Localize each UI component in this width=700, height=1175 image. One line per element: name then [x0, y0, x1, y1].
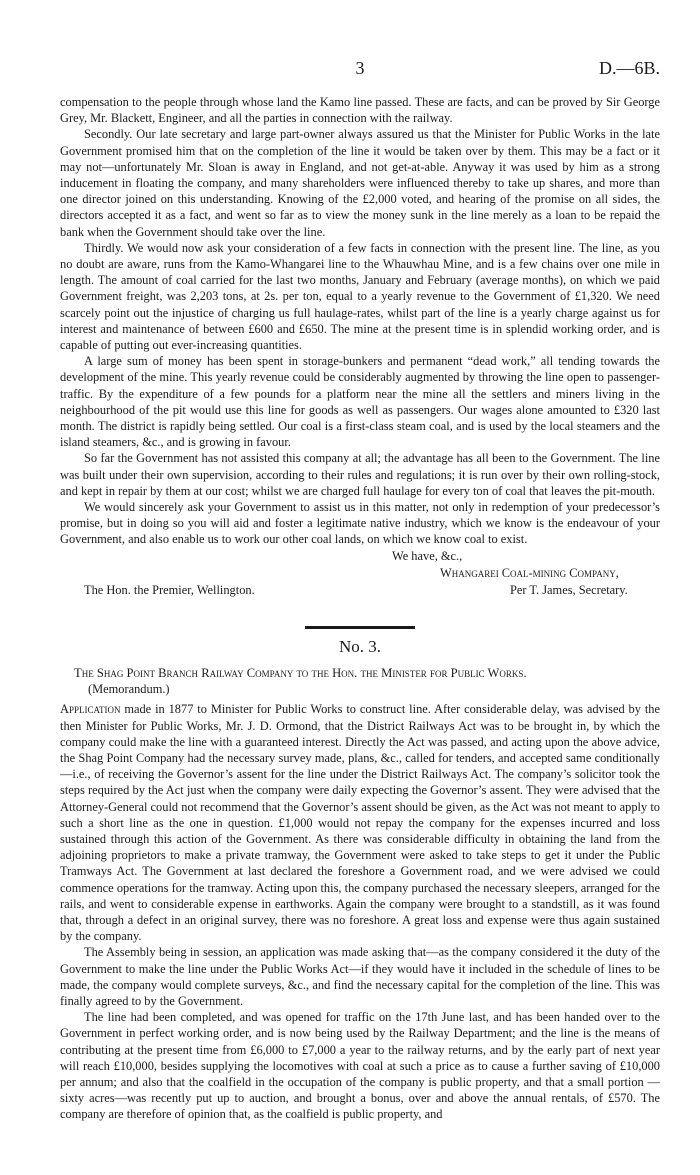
- section-number: No. 3.: [338, 636, 382, 656]
- letter-paragraph: Secondly. Our late secretary and large part-owner always assured us that the Minister for Public Works in the late Government promised him that on the completion of the line it would be taken over by them. This may be a fact or it may not—unfortunately Mr. Sloan is away in England, and not get-at-able. Anyway it was used by him as a strong inducement in floating the company, and many shareholders were influenced thereby to take up shares, and more than one director joined on this understanding. Knowing of the £2,000 voted, and hearing of the promise on all sides, the directors accepted it as a fact, and went so far as to view the money sunk in the line merely as a loan to be repaid the bank when the Government should take over the line.: [60, 127, 660, 239]
- memo-paragraph-text: made in 1877 to Minister for Public Works to construct line. After considerable delay, was advised by the then Minister for Public Works, Mr. J. D. Ormond, that the District Railways Act was to be brought in, by which the company could make the line with a guaranteed interest. Directly the Act was passed, and acting upon the above advice, the Shag Point Company had the necessary survey made, plans, &c., called for tenders, and accepted same conditionally—i.e., of receiving the Governor’s assent for the line under the District Railways Act. The company’s solicitor took the steps required by the Act just when the company were daily expecting the Governor’s assent. They were advised that the Attorney-General could not recommend that the Governor’s assent should be given, as the Act was not meant to apply to such a short line as the one in question. £1,000 would not repay the company for the expenses incurred and loss sustained through this action of the Government. As there was considerable difficulty in obtaining the land from the adjoining proprietors to make a private tramway, the Government were asked to take steps to get it under the Public Tramways Act. The Government at last declared the foreshore a Government road, and we were advised we could commence operations for the tramway. Acting upon this, the company purchased the necessary sleepers, arranged for the rails, and went to considerable expense in earthworks. Again the company were brought to a standstill, as it was found that, through a defect in an original survey, there was no foreshore. A great loss and expense were thus again sustained by the company.: [60, 702, 660, 944]
- memo-paragraph: The Assembly being in session, an application was made asking that—as the company considered it the duty of the Government to make the line under the Public Works Act—if they would have it included in the schedule of lines to be made, the company would complete surveys, &c., and find the necessary capital for the completion of the line. This was finally agreed to by the Government.: [60, 945, 660, 1008]
- section-divider: [305, 626, 415, 629]
- company-name: Whangarei Coal-mining Company,: [440, 565, 619, 580]
- document-reference: D.—6B.: [598, 58, 660, 78]
- letter-paragraph: Thirdly. We would now ask your consideration of a few facts in connection with the present line. The line, as you no doubt are aware, runs from the Kamo-Whangarei line to the Whauwhau Mine, and is a few chains over one mile in length. The amount of coal carried for the last two months, January and February (average months), on which we paid Government freight, was 2,203 tons, at 2s. per ton, equal to a yearly revenue to the Government of £1,320. We need scarcely point out the injustice of charging us full haulage-rates, whilst part of the line is a yearly charge against us for interest and maintenance of between £600 and £650. The mine at the present time is in splendid working order, and is capable of putting out ever-increasing quantities.: [60, 240, 660, 353]
- letter-paragraph: We would sincerely ask your Government to assist us in this matter, not only in redemption of your predecessor’s promise, but in doing so you will aid and foster a legitimate native industry, which we know is the endeavour of your Government, and also enable us to work our other coal lands, on which we know coal to exist.: [60, 500, 660, 547]
- lead-word: Application: [60, 702, 121, 717]
- section-title: The Shag Point Branch Railway Company to the Hon. the Minister for Public Works.: [74, 665, 527, 680]
- signatory: Per T. James, Secretary.: [510, 582, 628, 597]
- memo-paragraph: The line had been completed, and was opened for traffic on the 17th June last, and has been handed over to the Government in perfect working order, and is now being used by the Railway Department; and the line is the means of contributing at the present time from £6,000 to £7,000 a year to the railway returns, and by the early part of next year will reach £10,000, besides supplying the locomotives with coal at such a price as to cause a further saving of £10,000 per annum; and also that the coalfield in the occupation of the company is public property, and that a small portion —sixty acres—was recently put up to auction, and brought a bonus, over and above the annual rentals, of £570. The company are therefore of opinion that, as the coalfield is public property, and: [60, 1010, 660, 1122]
- addressee: The Hon. the Premier, Wellington.: [84, 582, 255, 597]
- closing: We have, &c.,: [392, 548, 463, 563]
- signature-block: [60, 548, 660, 614]
- letter-paragraph: compensation to the people through whose land the Kamo line passed. These are facts, and can be proved by Sir George Grey, Mr. Blackett, Engineer, and all the parties in connection with the railway.: [60, 95, 660, 126]
- memo-paragraph: [60, 701, 660, 944]
- page-number: 3: [355, 58, 365, 78]
- section-subtitle: (Memorandum.): [88, 682, 170, 697]
- document-body: [60, 94, 660, 1123]
- page-header: [60, 58, 660, 78]
- letter-paragraph: A large sum of money has been spent in storage-bunkers and permanent “dead work,” all tending towards the development of the mine. This yearly revenue could be considerably augmented by throwing the line open to passenger-traffic. By the expenditure of a few pounds for a platform near the mine all the settlers and miners living in the neighbourhood of the pit would use this line for goods as well as passengers. Our wages alone amounted to £320 last month. The district is rapidly being settled. Our coal is a first-class steam coal, and is used by the local steamers and the island steamers, &c., and is growing in favour.: [60, 354, 660, 450]
- letter-paragraph: So far the Government has not assisted this company at all; the advantage has all been to the Government. The line was built under their own supervision, according to their rules and regulations; it is run over by their own rolling-stock, and kept in repair by them at our cost; whilst we are charged full haulage for every ton of coal that leaves the pit-mouth.: [60, 451, 660, 498]
